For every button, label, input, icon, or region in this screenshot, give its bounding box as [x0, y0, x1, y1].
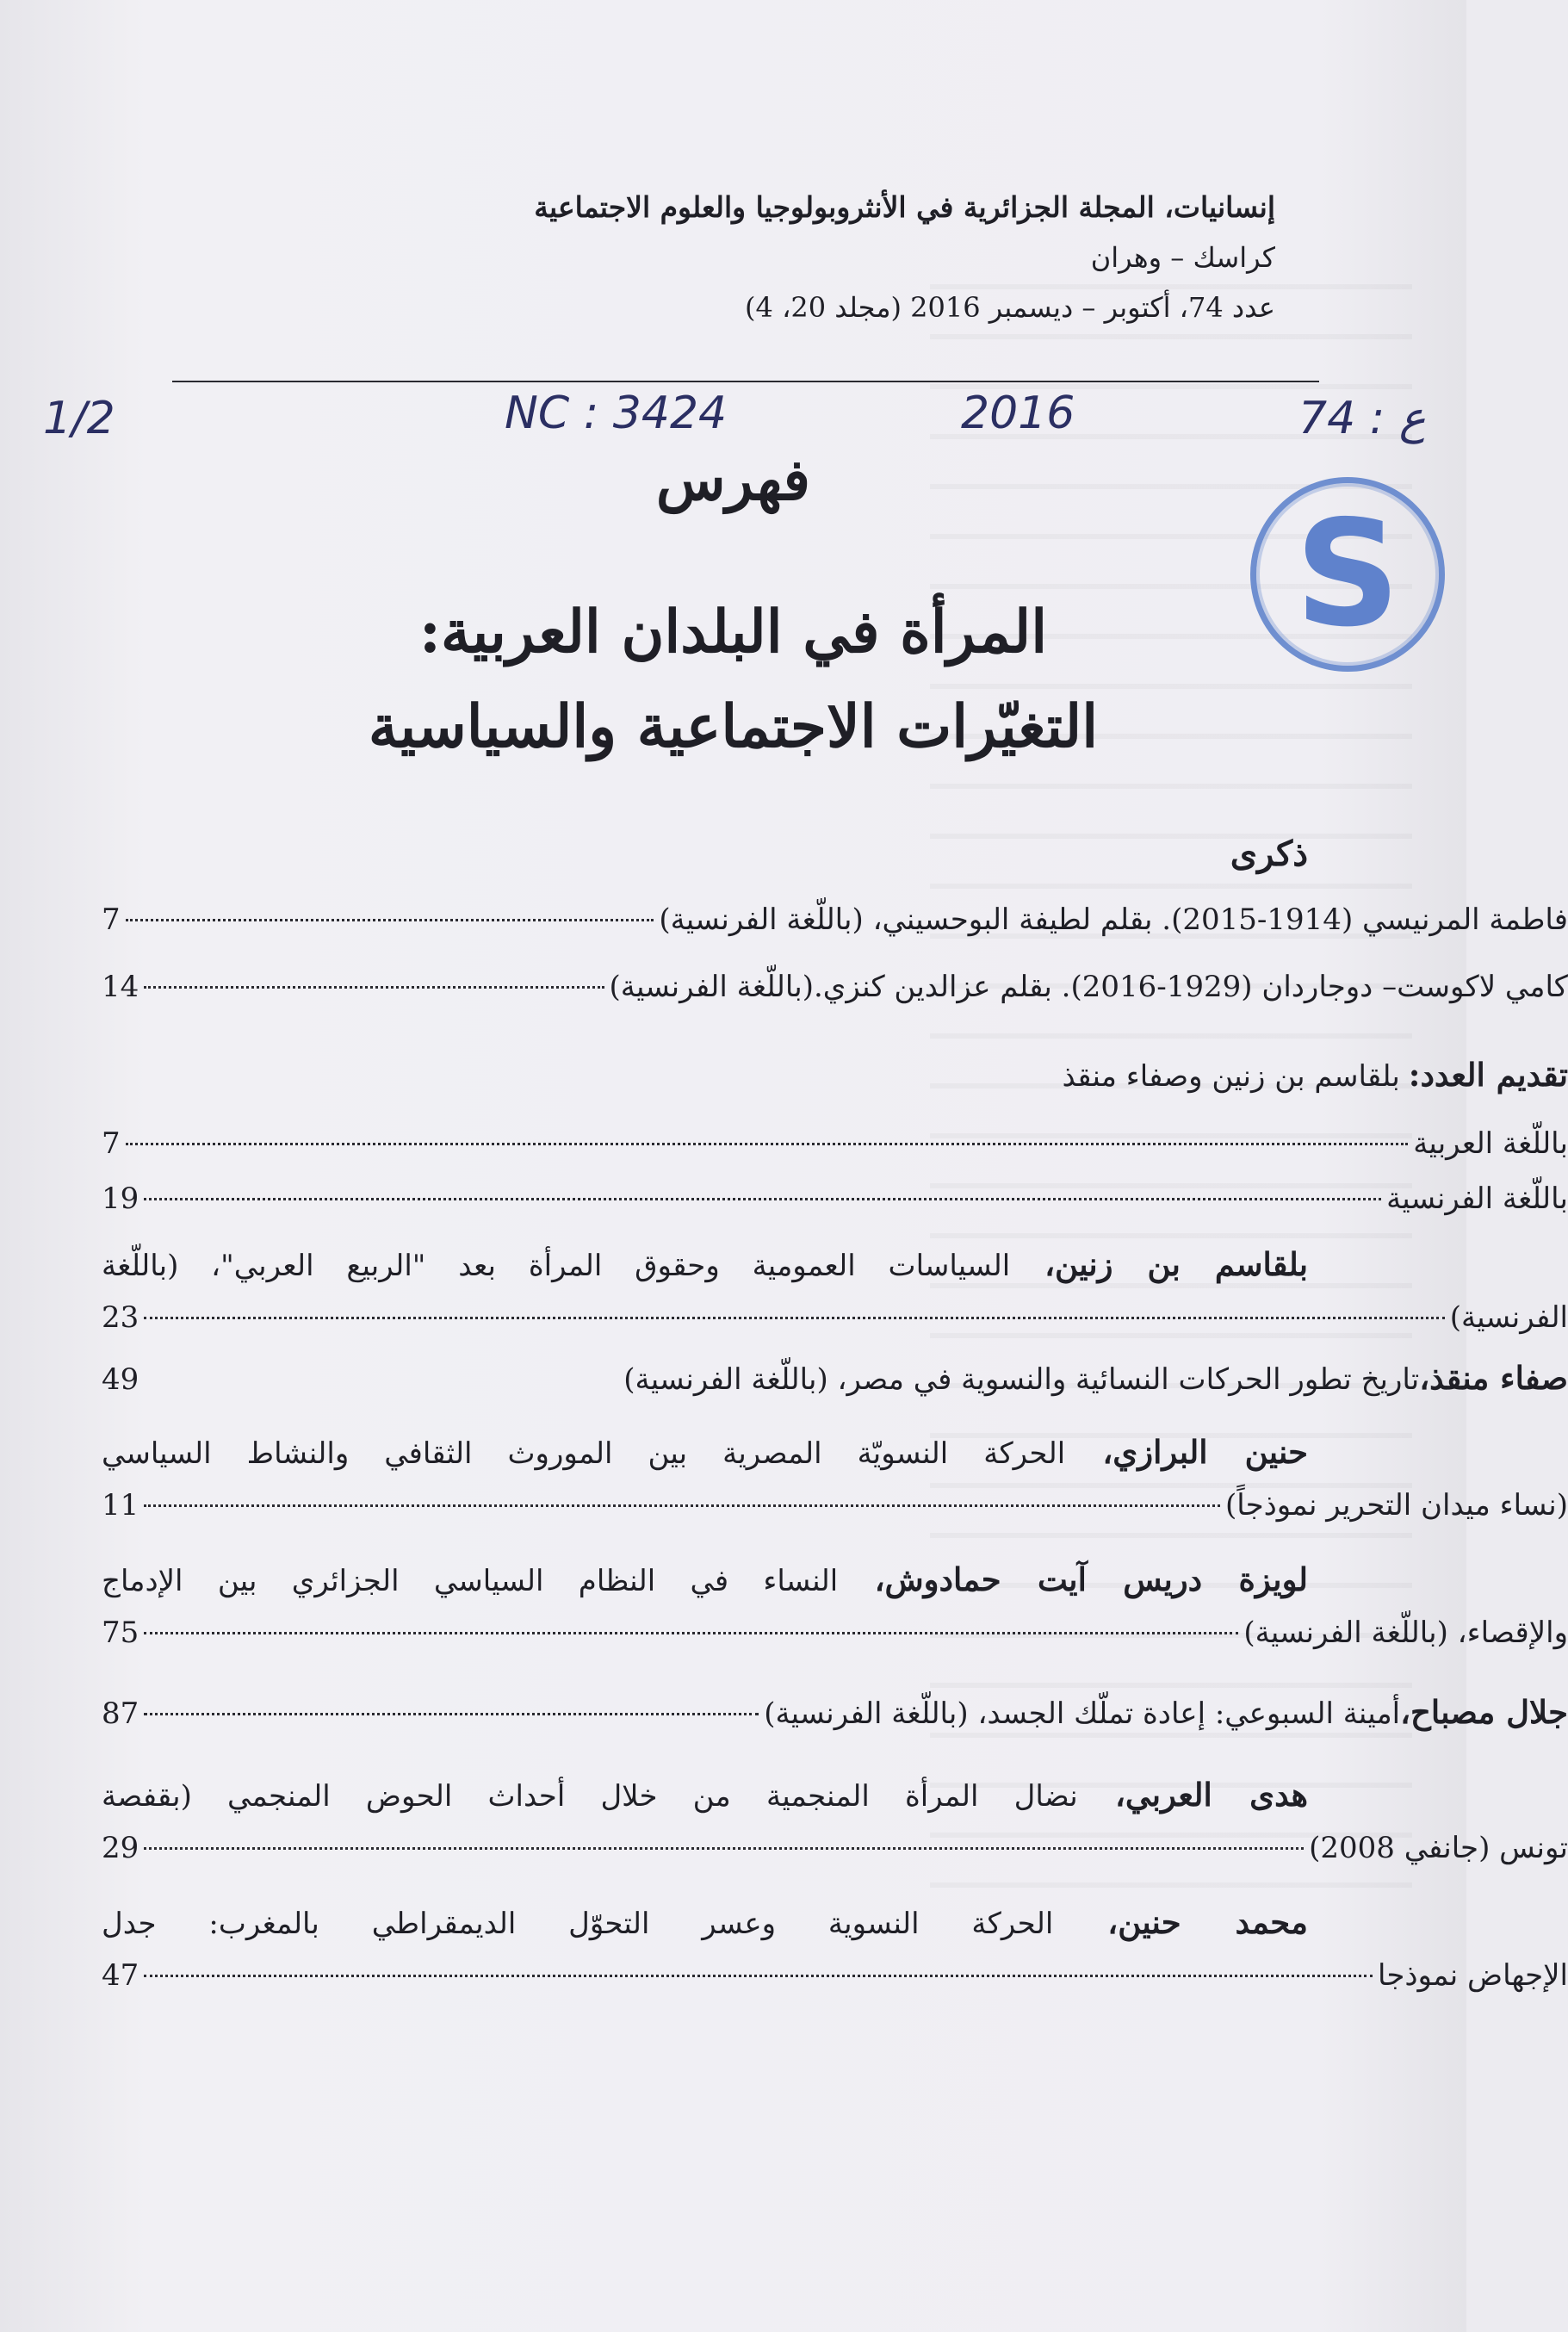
section-memorial: ذكرى	[1230, 834, 1308, 874]
article-3-title: حنين البرازي، الحركة النسويّة المصرية بين الموروث الثقافي والنشاط السياسي	[102, 1433, 1308, 1471]
issue-info: عدد 74، أكتوبر – ديسمبر 2016 (مجلد 20، 4)	[745, 291, 1275, 324]
article-6-end: تونس (جانفي 2008) 29	[102, 1831, 1568, 1865]
presentation-entry-arabic: باللّغة العربية 7	[102, 1126, 1568, 1161]
header-rule	[172, 381, 1319, 382]
article-7-title: محمد حنين، الحركة النسوية وعسر التحوّل الديمقراطي بالمغرب: جدل	[102, 1903, 1309, 1941]
article-4-end: والإقصاء، (باللّغة الفرنسية) 75	[102, 1616, 1568, 1650]
memorial-entry-2: كامي لاكوست– دوجاردان (1929-2016). بقلم عزالدين كنزي.(باللّغة الفرنسية) 14	[102, 970, 1568, 1004]
handwritten-issue: 74 : ع	[1298, 393, 1426, 444]
journal-title: إنسانيات، المجلة الجزائرية في الأنثروبولوجيا والعلوم الاجتماعية	[534, 190, 1275, 224]
handwritten-nc: NC : 3424	[505, 388, 728, 439]
article-1-end: الفرنسية) 23	[102, 1300, 1568, 1335]
article-3-end: (نساء ميدان التحرير نموذجاً) 11	[102, 1488, 1568, 1523]
contents-heading: فهرس	[656, 446, 810, 513]
journal-header	[156, 183, 1275, 332]
presentation-heading: تقديم العدد: بلقاسم بن زنين وصفاء منقذ	[1062, 1056, 1568, 1094]
article-1-title: بلقاسم بن زنين، السياسات العمومية وحقوق المرأة بعد "الربيع العربي"، (باللّغة	[102, 1245, 1308, 1283]
memorial-entry-1: فاطمة المرنيسي (1914-2015). بقلم لطيفة البوحسيني، (باللّغة الفرنسية) 7	[102, 902, 1568, 937]
dossier-title-line1: المرأة في البلدان العربية:	[418, 598, 1048, 667]
article-5: جلال مصباح، أمينة السبوعي: إعادة تملّك الجسد، (باللّغة الفرنسية) 87	[102, 1693, 1568, 1731]
library-stamp: S	[1250, 477, 1445, 672]
article-6-title: هدى العربي، نضال المرأة المنجمية من خلال أحداث الحوض المنجمي (بقفصة	[102, 1776, 1309, 1814]
article-7-end: الإجهاض نموذجا 47	[102, 1958, 1568, 1993]
dossier-title-line2: التغيّرات الاجتماعية والسياسية	[368, 692, 1099, 761]
journal-place: كراسك – وهران	[1090, 241, 1275, 274]
handwritten-fraction: 1/2	[43, 393, 115, 444]
presentation-entry-french: باللّغة الفرنسية 19	[102, 1182, 1568, 1216]
article-2: صفاء منقذ، تاريخ تطور الحركات النسائية والنسوية في مصر، (باللّغة الفرنسية) 49	[102, 1359, 1568, 1397]
handwritten-year: 2016	[961, 388, 1075, 439]
article-4-title: لويزة دريس آيت حمادوش، النساء في النظام السياسي الجزائري بين الإدماج	[102, 1560, 1308, 1598]
